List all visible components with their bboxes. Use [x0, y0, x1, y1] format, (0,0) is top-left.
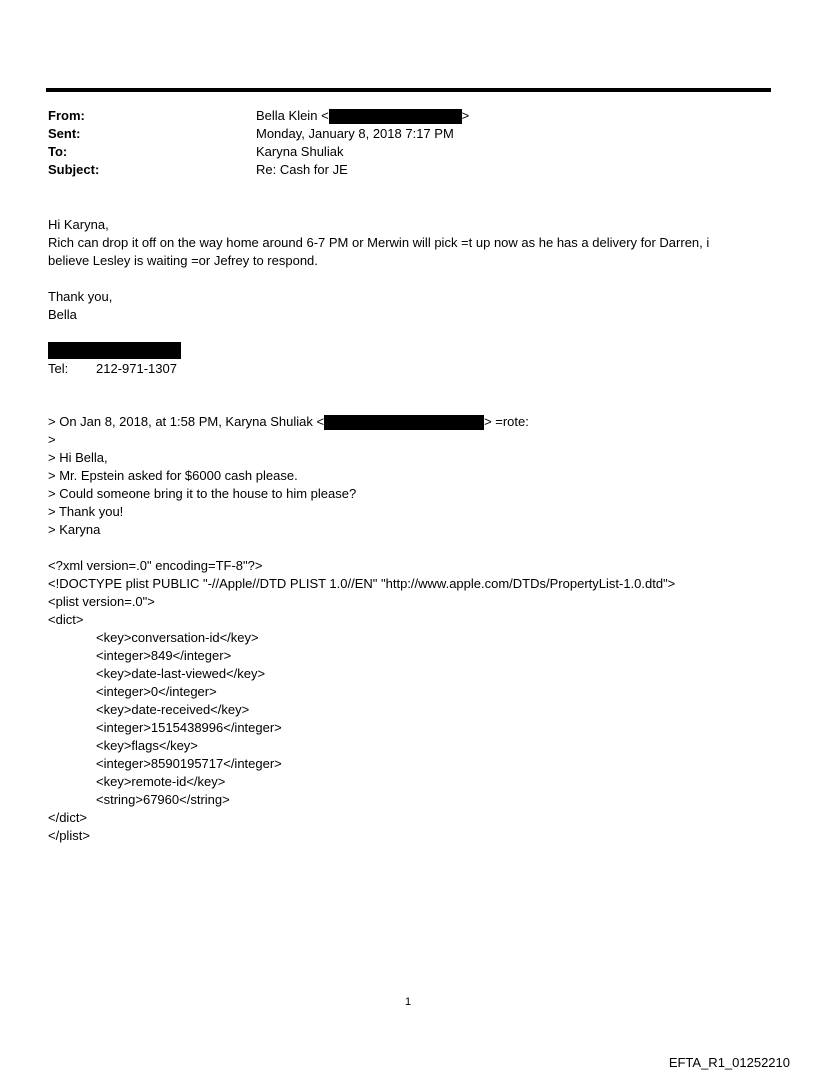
xml-entry: <key>flags</key> [96, 738, 198, 753]
from-open-bracket: < [321, 108, 329, 123]
xml-doctype: <!DOCTYPE plist PUBLIC "-//Apple//DTD PLIST 1.0//EN" "http://www.apple.com/DTDs/PropertyList-1.0.dtd"> [48, 576, 676, 591]
redaction-box [48, 342, 181, 359]
from-close-bracket: > [461, 108, 470, 123]
quoted-intro [48, 413, 529, 431]
redaction-box [324, 415, 484, 430]
xml-plist-close: </plist> [48, 828, 90, 843]
quoted-line: > [48, 432, 56, 447]
xml-entry: <string>67960</string> [96, 792, 230, 807]
xml-entry: <key>date-last-viewed</key> [96, 666, 266, 681]
quoted-line: > Could someone bring it to the house to him please? [48, 486, 357, 501]
page-number: 1 [404, 996, 412, 1008]
greeting: Hi Karyna, [48, 217, 109, 232]
quoted-line: > Mr. Epstein asked for $6000 cash please. [48, 468, 298, 483]
xml-entry: <integer>1515438996</integer> [96, 720, 282, 735]
xml-entry: <integer>8590195717</integer> [96, 756, 282, 771]
quoted-intro-prefix: > On Jan 8, 2018, at 1:58 PM, Karyna Shuliak < [48, 414, 325, 429]
thanks: Thank you, [48, 289, 113, 304]
from-name: Bella Klein [256, 108, 318, 123]
header-rule [46, 88, 771, 92]
quoted-line: > Karyna [48, 522, 101, 537]
sent-value: Monday, January 8, 2018 7:17 PM [256, 126, 454, 141]
from-label: From: [48, 108, 85, 123]
xml-dict-open: <dict> [48, 612, 84, 627]
xml-dict-close: </dict> [48, 810, 88, 825]
xml-declaration: <?xml version=.0" encoding=TF-8"?> [48, 558, 263, 573]
bates-number: EFTA_R1_01252210 [668, 1055, 790, 1070]
body-line-1: Rich can drop it off on the way home around 6-7 PM or Merwin will pick =t up now as he has a delivery for Darren, i [48, 235, 710, 250]
xml-entry: <key>conversation-id</key> [96, 630, 259, 645]
signature: Bella [48, 307, 77, 322]
tel-label: Tel: [48, 361, 69, 376]
redaction-box [329, 109, 462, 124]
quoted-line: > Hi Bella, [48, 450, 108, 465]
subject-label: Subject: [48, 162, 100, 177]
xml-entry: <integer>849</integer> [96, 648, 232, 663]
subject-value: Re: Cash for JE [256, 162, 348, 177]
tel-row [48, 360, 177, 378]
tel-value: 212-971-1307 [96, 361, 177, 376]
signature-redaction [48, 341, 181, 359]
quoted-intro-suffix: > =rote: [484, 414, 529, 429]
xml-entry: <integer>0</integer> [96, 684, 217, 699]
body-line-2: believe Lesley is waiting =or Jefrey to respond. [48, 253, 318, 268]
to-value: Karyna Shuliak [256, 144, 344, 159]
sent-label: Sent: [48, 126, 81, 141]
xml-entry: <key>date-received</key> [96, 702, 250, 717]
quoted-line: > Thank you! [48, 504, 124, 519]
to-label: To: [48, 144, 68, 159]
xml-entry: <key>remote-id</key> [96, 774, 226, 789]
xml-plist-open: <plist version=.0"> [48, 594, 155, 609]
from-value [256, 107, 469, 125]
